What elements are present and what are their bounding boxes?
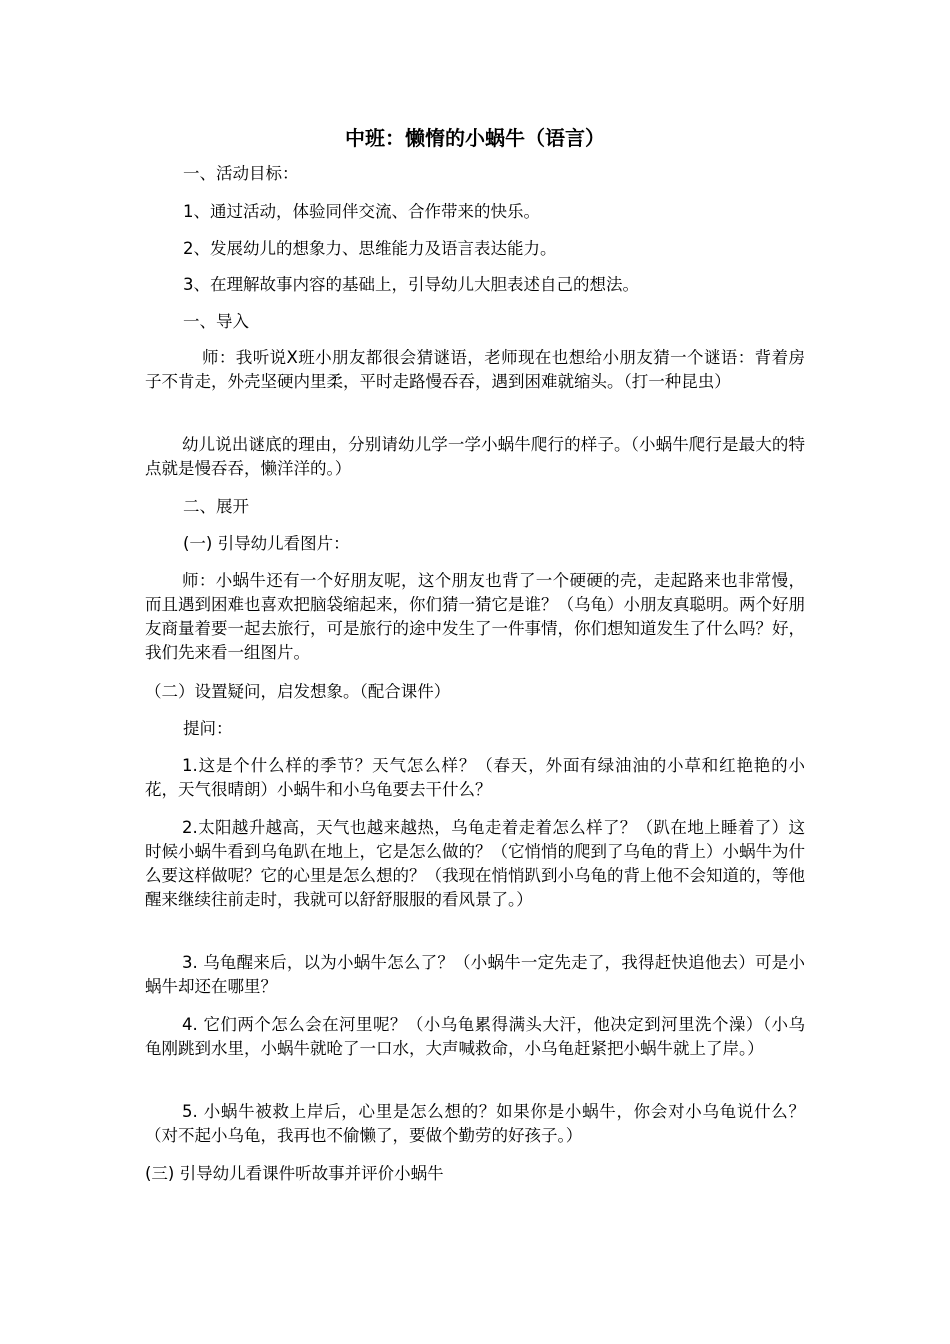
goal-item-3: 3、在理解故事内容的基础上，引导幼儿大胆表述自己的想法。 bbox=[183, 275, 639, 294]
subsection-heading-1: (一) 引导幼儿看图片： bbox=[183, 534, 350, 553]
intro-heading: 一、导入 bbox=[183, 312, 249, 331]
intro-paragraph-answer: 幼儿说出谜底的理由，分别请幼儿学一学小蜗牛爬行的样子。（小蜗牛爬行是最大的特点就是慢吞吞，懒洋洋的。） bbox=[145, 435, 805, 478]
page-title: 中班：懒惰的小蜗牛（语言） bbox=[345, 126, 605, 150]
goal-item-2: 2、发展幼儿的想象力、思维能力及语言表达能力。 bbox=[183, 239, 557, 258]
goal-item-1: 1、通过活动，体验同伴交流、合作带来的快乐。 bbox=[183, 202, 540, 221]
questions-heading: 提问： bbox=[183, 719, 233, 738]
subsection-heading-2: （二）设置疑问，启发想象。（配合课件） bbox=[145, 682, 451, 701]
question-item-2: 2.太阳越升越高，天气也越来越热，乌龟走着走着怎么样了？（趴在地上睡着了）这时候小蜗牛看到乌龟趴在地上，它是怎么做的？（它悄悄的爬到了乌龟的背上）小蜗牛为什么要这样做呢？它的心里是怎么想的？（我现在悄悄趴到小乌龟的背上他不会知道的，等他醒来继续往前走时，我就可以舒舒服服的看风景了。） bbox=[145, 818, 805, 909]
goals-heading: 一、活动目标： bbox=[183, 164, 299, 183]
subsection-heading-3: (三) 引导幼儿看课件听故事并评价小蜗牛 bbox=[145, 1164, 444, 1183]
teacher-paragraph: 师：小蜗牛还有一个好朋友呢，这个朋友也背了一个硬硬的壳，走起路来也非常慢，而且遇到困难也喜欢把脑袋缩起来，你们猜一猜它是谁？（乌龟）小朋友真聪明。两个好朋友商量着要一起去旅行，可是旅行的途中发生了一件事情，你们想知道发生了什么吗？好，我们先来看一组图片。 bbox=[145, 571, 805, 662]
question-item-5: 5. 小蜗牛被救上岸后，心里是怎么想的？如果你是小蜗牛，你会对小乌龟说什么？（对不起小乌龟，我再也不偷懒了，要做个勤劳的好孩子。） bbox=[145, 1102, 805, 1145]
question-item-4: 4. 它们两个怎么会在河里呢？（小乌龟累得满头大汗，他决定到河里洗个澡）（小乌龟刚跳到水里，小蜗牛就呛了一口水，大声喊救命，小乌龟赶紧把小蜗牛就上了岸。） bbox=[145, 1015, 805, 1058]
question-item-3: 3. 乌龟醒来后，以为小蜗牛怎么了？（小蜗牛一定先走了，我得赶快追他去）可是小蜗牛却还在哪里？ bbox=[145, 953, 805, 996]
develop-heading: 二、展开 bbox=[183, 497, 249, 516]
intro-paragraph-riddle: 师：我听说X班小朋友都很会猜谜语，老师现在也想给小朋友猜一个谜语：背着房子不肯走，外壳坚硬内里柔，平时走路慢吞吞，遇到困难就缩头。（打一种昆虫） bbox=[145, 348, 805, 391]
question-item-1: 1.这是个什么样的季节？天气怎么样？（春天，外面有绿油油的小草和红艳艳的小花，天气很晴朗）小蜗牛和小乌龟要去干什么？ bbox=[145, 756, 805, 799]
